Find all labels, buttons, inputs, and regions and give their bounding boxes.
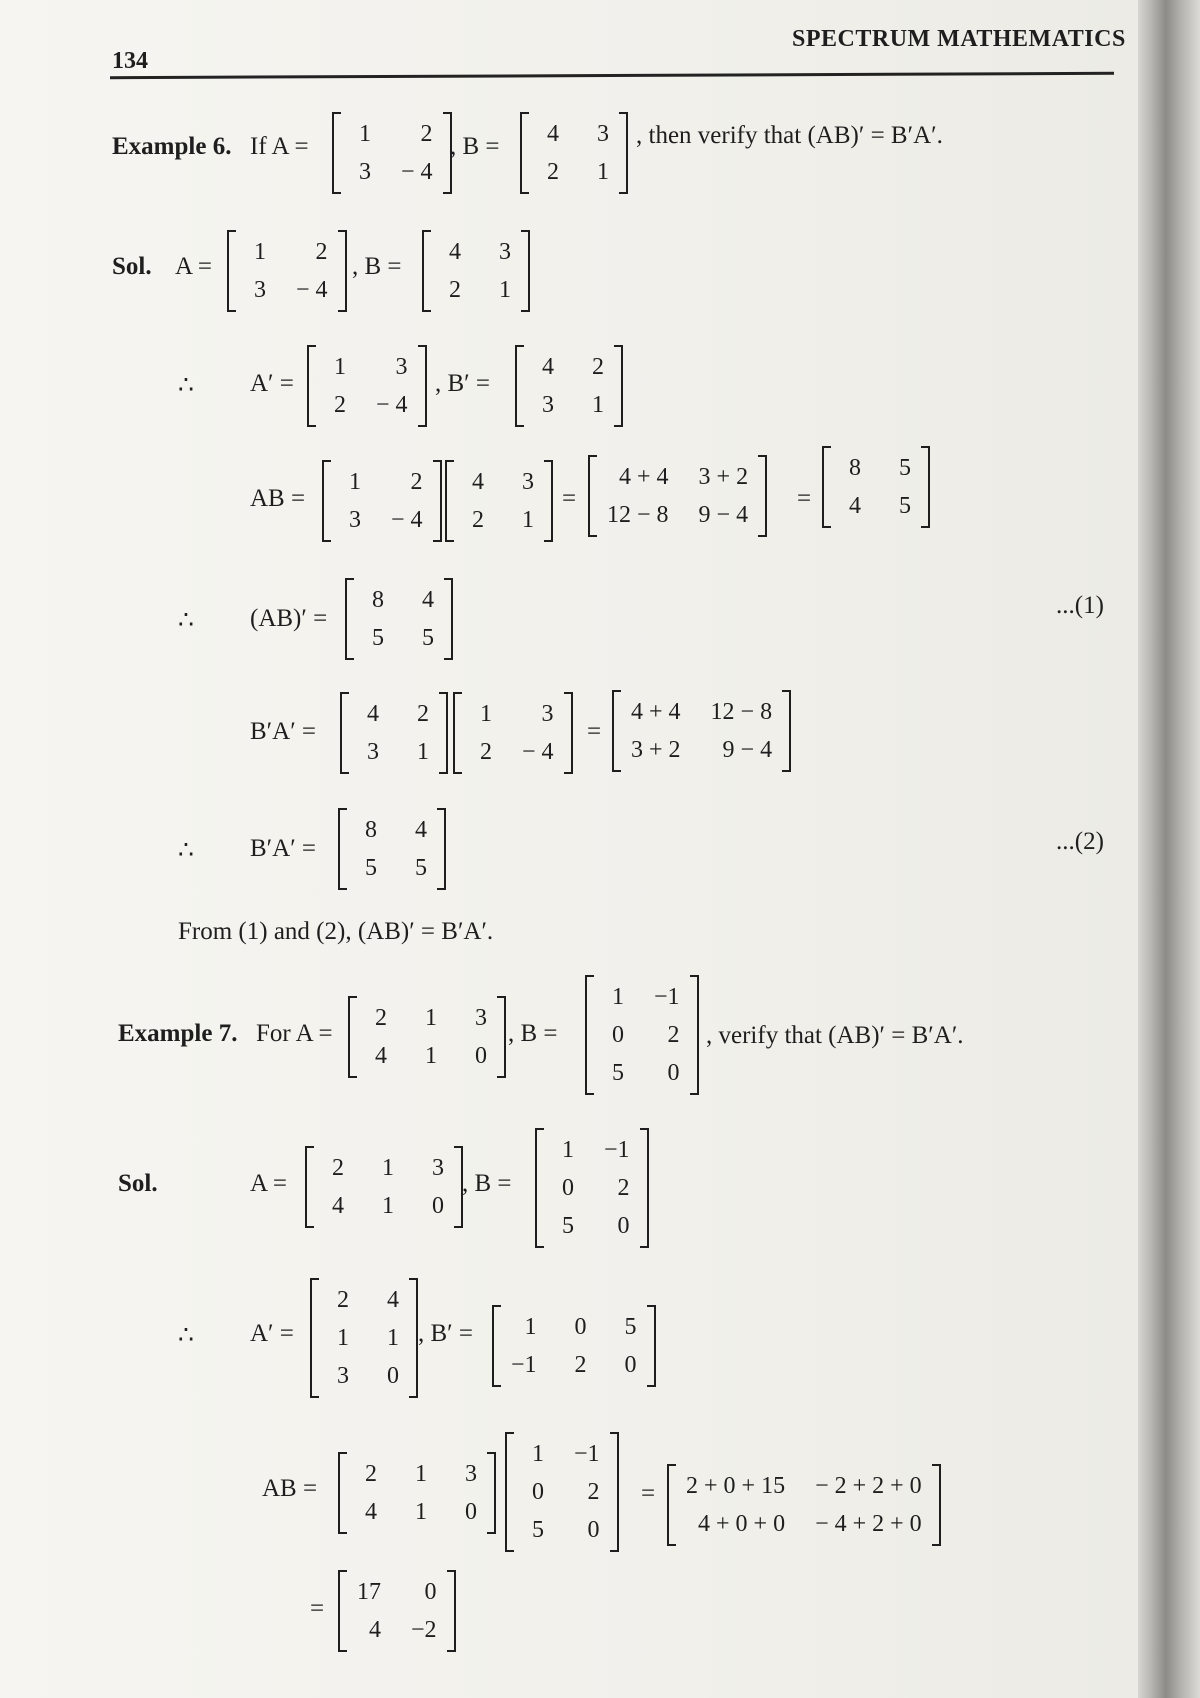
example6-abt-label: (AB)′ = [250,605,328,632]
matrix-cells [831,446,921,528]
matrix-cell: 0 [424,1579,437,1605]
matrix-cell: −1 [604,1137,630,1163]
book-title: SPECTRUM MATHEMATICS [792,26,1126,52]
example6-sol-a: A = [175,253,213,280]
example6-sol-b: , B = [352,253,402,280]
matrix-cell: 4 [415,817,427,843]
matrix-cell: 5 [624,1314,637,1340]
example7-sol-matrix-A [305,1146,463,1228]
example6-conclusion: From (1) and (2), (AB)′ = B′A′. [178,918,494,945]
bracket-left [515,345,524,427]
matrix-cell: 4 [375,1043,387,1069]
equals-sign: = [562,485,577,512]
matrix-cell: − 4 + 2 + 0 [815,1511,922,1537]
matrix-cell: 3 [542,392,554,418]
matrix-cell: 1 [382,1193,394,1219]
matrix-cell: 5 [532,1517,544,1543]
example6-verify: , then verify that (AB)′ = B′A′. [636,122,943,149]
example6-ab-matrix-A [322,460,442,542]
matrix-cell: 5 [422,625,434,651]
example7-sol-matrix-B [535,1128,649,1248]
example6-sol-matrix-B [422,230,530,312]
matrix-cell: 3 [254,277,266,303]
matrix-cell: 4 [472,469,484,495]
example7-verify: , verify that (AB)′ = B′A′. [706,1022,964,1049]
matrix-cell: 4 [449,239,461,265]
example6-btat-result-label: B′A′ = [250,835,317,862]
example7-ab-result [338,1570,456,1652]
bracket-left [348,996,357,1078]
matrix-cells [676,1464,932,1546]
bracket-right [564,692,573,774]
matrix-cell: 1 [522,507,534,533]
example6-ab-matrix-B [445,460,553,542]
example7-result-equals: = [310,1595,325,1622]
bracket-left [338,1452,347,1534]
matrix-cell: 2 [472,507,484,533]
bracket-left [422,230,431,312]
matrix-cells [347,1570,447,1652]
bracket-right [640,1128,649,1248]
example6-therefore-1: ∴ [178,372,194,399]
page-edge [1138,0,1200,1698]
example7-ab-matrix-B [505,1432,619,1552]
bracket-right [433,460,442,542]
bracket-right [544,460,553,542]
matrix-cell: 3 [597,121,609,147]
bracket-left [667,1464,676,1546]
matrix-cells [501,1305,647,1387]
example6-matrix-B [520,112,628,194]
matrix-cell: 1 [349,469,361,495]
matrix-cell: 2 [587,1479,600,1505]
bracket-left [322,460,331,542]
matrix-cell: 3 [367,739,379,765]
matrix-cells [454,460,544,542]
matrix-cell: 0 [624,1352,637,1378]
matrix-cell: − 4 [401,159,433,185]
bracket-left [492,1305,501,1387]
matrix-cell: 0 [574,1314,587,1340]
matrix-cells [316,345,418,427]
matrix-cells [544,1128,640,1248]
matrix-cell: −1 [511,1352,537,1378]
example6-matrix-ABt [345,578,453,660]
equals-sign: = [797,485,812,512]
matrix-cell: 1 [524,1314,537,1340]
example6-sol-label: Sol. [112,253,152,280]
example6-btat-label: B′A′ = [250,718,317,745]
matrix-cell: 2 [420,121,433,147]
matrix-cell: 4 + 4 [631,699,681,725]
matrix-cell: −2 [411,1617,437,1643]
bracket-left [340,692,349,774]
matrix-cell: 3 [395,354,408,380]
example7-title: Example 7. [118,1020,238,1047]
equals-sign: = [587,718,602,745]
matrix-cells [524,345,614,427]
equals-sign: = [641,1480,656,1507]
matrix-cell: 0 [465,1499,477,1525]
matrix-cell: 3 [465,1461,477,1487]
bracket-left [345,578,354,660]
matrix-cell: 3 [337,1363,349,1389]
matrix-cell: 1 [415,1499,427,1525]
example7-matrix-B [585,975,699,1095]
matrix-cell: 2 [315,239,328,265]
bracket-right [782,690,791,772]
matrix-cell: 0 [617,1213,630,1239]
matrix-cell: 4 [369,1617,381,1643]
matrix-cell: − 4 [522,739,554,765]
example6-ref-2: ...(2) [1056,828,1104,855]
bracket-left [307,345,316,427]
example7-sol-label: Sol. [118,1170,158,1197]
matrix-cell: 0 [612,1022,624,1048]
example6-btat-expanded [612,690,791,772]
matrix-cell: − 4 [391,507,423,533]
matrix-cell: 3 + 2 [698,464,749,490]
matrix-cell: 0 [532,1479,544,1505]
bracket-right [487,1452,496,1534]
bracket-left [822,446,831,528]
matrix-cell: 1 [499,277,511,303]
example6-matrix-Bt [515,345,623,427]
bracket-left [505,1432,514,1552]
matrix-cell: 0 [562,1175,574,1201]
matrix-cell: 1 [254,239,266,265]
matrix-cell: 2 [574,1352,587,1378]
matrix-cell: 0 [475,1043,487,1069]
matrix-cell: 8 [849,455,861,481]
example7-matrix-A [348,996,506,1078]
matrix-cell: 1 [425,1043,437,1069]
matrix-cell: 5 [899,493,911,519]
matrix-cell: 2 + 0 + 15 [686,1473,786,1499]
matrix-cell: 2 [417,701,429,727]
matrix-cell: 2 [547,159,559,185]
matrix-cell: 3 [499,239,511,265]
matrix-cells [314,1146,454,1228]
example6-b-eq: , B = [450,133,500,160]
example6-therefore-2: ∴ [178,607,194,634]
matrix-cell: 4 + 4 [619,464,669,490]
matrix-cells [354,578,444,660]
example7-b-label: , B = [462,1170,512,1197]
example7-ab-label: AB = [262,1475,318,1502]
matrix-cells [357,996,497,1078]
example7-at-label: A′ = [250,1320,294,1347]
matrix-cells [347,808,437,890]
example6-btat-result [338,808,446,890]
matrix-cell: 3 [349,507,361,533]
matrix-cell: 3 [541,701,554,727]
example6-at-label: A′ = [250,370,294,397]
matrix-cell: 1 [382,1155,394,1181]
example6-btat-matrix-At [453,692,573,774]
matrix-cells [529,112,619,194]
example7-matrix-At [310,1278,418,1398]
example7-matrix-Bt [492,1305,656,1387]
bracket-right [921,446,930,528]
page-number: 134 [112,48,148,74]
matrix-cell: 9 − 4 [722,737,773,763]
example6-btat-matrix-Bt [340,692,448,774]
matrix-cell: 1 [334,354,346,380]
bracket-right [932,1464,941,1546]
matrix-cell: 0 [587,1517,600,1543]
matrix-cell: 2 [592,354,604,380]
bracket-right [497,996,506,1078]
matrix-cell: 2 [332,1155,344,1181]
bracket-left [332,112,341,194]
matrix-cells [621,690,782,772]
bracket-right [647,1305,656,1387]
example7-therefore-1: ∴ [178,1322,194,1349]
matrix-cell: 0 [387,1363,399,1389]
matrix-cell: 8 [372,587,384,613]
example7-ab-expanded [667,1464,941,1546]
bracket-right [409,1278,418,1398]
matrix-cell: 5 [612,1060,624,1086]
matrix-cell: 4 [365,1499,377,1525]
matrix-cell: 5 [899,455,911,481]
bracket-left [585,975,594,1095]
matrix-cell: 1 [337,1325,349,1351]
matrix-cell: 2 [365,1461,377,1487]
bracket-right [437,808,446,890]
bracket-left [227,230,236,312]
matrix-cell: 5 [562,1213,574,1239]
matrix-cell: 4 [422,587,434,613]
matrix-cells [594,975,690,1095]
bracket-left [310,1278,319,1398]
matrix-cell: 4 + 0 + 0 [698,1511,786,1537]
matrix-cell: 1 [480,701,492,727]
matrix-cell: 0 [667,1060,680,1086]
bracket-right [614,345,623,427]
matrix-cell: − 2 + 2 + 0 [815,1473,922,1499]
matrix-cells [347,1452,487,1534]
matrix-cell: 1 [562,1137,574,1163]
bracket-right [447,1570,456,1652]
example7-for-a: For A = [256,1020,333,1047]
example7-ab-matrix-A [338,1452,496,1534]
bracket-right [521,230,530,312]
matrix-cell: 4 [542,354,554,380]
bracket-right [690,975,699,1095]
bracket-right [619,112,628,194]
example7-bt-label: , B′ = [418,1320,473,1347]
matrix-cell: 5 [372,625,384,651]
matrix-cell: 1 [415,1461,427,1487]
matrix-cell: 2 [410,469,423,495]
matrix-cell: 2 [667,1022,680,1048]
example6-therefore-3: ∴ [178,837,194,864]
bracket-left [305,1146,314,1228]
matrix-cell: 5 [365,855,377,881]
matrix-cell: 4 [387,1287,399,1313]
matrix-cell: 12 − 8 [607,502,669,528]
bracket-left [588,455,597,537]
matrix-cell: 2 [337,1287,349,1313]
bracket-left [535,1128,544,1248]
matrix-cell: 12 − 8 [710,699,773,725]
matrix-cell: − 4 [296,277,328,303]
matrix-cell: 2 [480,739,492,765]
matrix-cell: 9 − 4 [698,502,749,528]
bracket-right [418,345,427,427]
matrix-cell: 4 [547,121,559,147]
matrix-cell: 3 [432,1155,444,1181]
example7-a-label: A = [250,1170,288,1197]
bracket-right [610,1432,619,1552]
bracket-left [453,692,462,774]
example6-if-a: If A = [250,133,309,160]
matrix-cell: 2 [617,1175,630,1201]
bracket-right [439,692,448,774]
bracket-right [758,455,767,537]
example6-matrix-At [307,345,427,427]
example6-ab-expanded [588,455,767,537]
matrix-cells [331,460,433,542]
matrix-cells [597,455,758,537]
matrix-cells [349,692,439,774]
matrix-cell: 2 [334,392,346,418]
bracket-right [338,230,347,312]
matrix-cell: 1 [592,392,604,418]
matrix-cell: 3 + 2 [631,737,681,763]
matrix-cell: 4 [332,1193,344,1219]
matrix-cell: 3 [522,469,534,495]
matrix-cell: 17 [357,1579,381,1605]
matrix-cells [431,230,521,312]
example6-matrix-A [332,112,452,194]
matrix-cell: 1 [612,984,624,1010]
matrix-cells [319,1278,409,1398]
matrix-cell: 1 [359,121,371,147]
example6-sol-matrix-A [227,230,347,312]
matrix-cell: 4 [849,493,861,519]
matrix-cell: 1 [387,1325,399,1351]
matrix-cell: 8 [365,817,377,843]
matrix-cell: − 4 [376,392,408,418]
matrix-cells [462,692,564,774]
example6-title: Example 6. [112,133,232,160]
example6-ab-result [822,446,930,528]
example6-ref-1: ...(1) [1056,592,1104,619]
matrix-cells [341,112,443,194]
example7-b-eq: , B = [508,1020,558,1047]
matrix-cell: 3 [475,1005,487,1031]
matrix-cell: 4 [367,701,379,727]
matrix-cell: 1 [425,1005,437,1031]
matrix-cell: 2 [375,1005,387,1031]
bracket-left [338,808,347,890]
matrix-cell: 3 [359,159,371,185]
matrix-cell: −1 [654,984,680,1010]
matrix-cells [514,1432,610,1552]
bracket-right [444,578,453,660]
matrix-cell: 5 [415,855,427,881]
example6-bt-label: , B′ = [435,370,490,397]
matrix-cell: 1 [417,739,429,765]
bracket-left [445,460,454,542]
matrix-cell: 0 [432,1193,444,1219]
matrix-cell: 2 [449,277,461,303]
bracket-left [612,690,621,772]
matrix-cell: −1 [574,1441,600,1467]
example6-ab-label: AB = [250,485,306,512]
matrix-cell: 1 [597,159,609,185]
matrix-cell: 1 [532,1441,544,1467]
bracket-left [520,112,529,194]
bracket-left [338,1570,347,1652]
matrix-cells [236,230,338,312]
